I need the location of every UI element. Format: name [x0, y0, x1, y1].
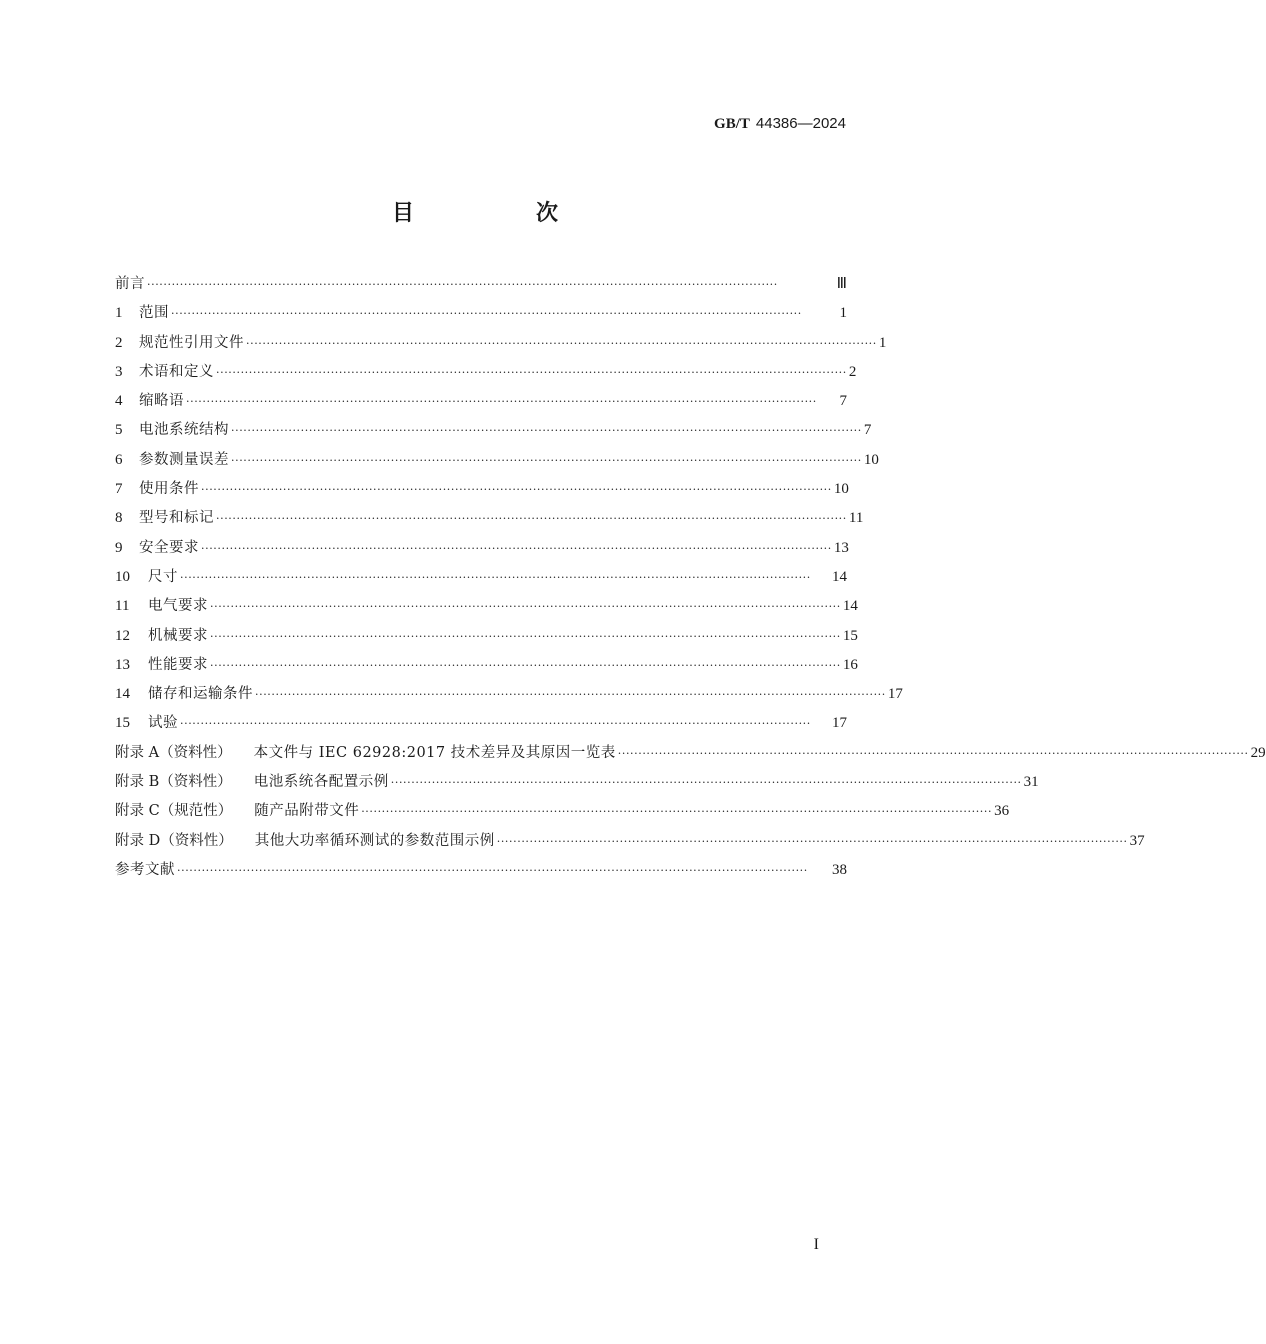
toc-entry-label: 随产品附带文件	[254, 803, 360, 820]
toc-entry-9[interactable]	[115, 538, 847, 567]
toc-entry-number: 11	[115, 598, 130, 615]
toc-annex-a[interactable]	[115, 743, 1266, 772]
toc-entry-page: Ⅲ	[836, 276, 847, 292]
toc-entry-13[interactable]	[115, 655, 858, 684]
toc-entry-number: 10	[115, 568, 130, 585]
toc-leader-dots: ··························································································································································	[210, 658, 841, 672]
standard-prefix: GB/T	[714, 116, 750, 132]
toc-entry-page: 15	[842, 627, 858, 644]
toc-entry-number: 12	[115, 627, 130, 644]
toc-leader-dots: ··························································································································································	[390, 776, 1022, 790]
toc-entry-number: 3	[115, 363, 123, 380]
toc-entry-bibliography[interactable]	[115, 860, 847, 889]
toc-entry-12[interactable]	[115, 626, 858, 655]
toc-entry-page: 7	[863, 422, 872, 439]
toc-entry-label: 试验	[148, 715, 178, 732]
toc-entry-number: 8	[115, 510, 123, 527]
toc-entry-page: 31	[1023, 774, 1039, 791]
toc-entry-label: 电池系统结构	[139, 422, 229, 439]
toc-leader-dots: ··························································································································································	[180, 570, 811, 584]
toc-entry-label: 规范性引用文件	[139, 334, 244, 351]
toc-entry-7[interactable]	[115, 479, 847, 508]
toc-entry-page: 10	[833, 481, 849, 498]
toc-entry-number: 13	[115, 656, 130, 673]
toc-annex-d[interactable]	[115, 831, 1145, 860]
toc-entry-5[interactable]	[115, 420, 872, 449]
toc-entry-label: 范围	[139, 305, 169, 322]
toc-entry-page: 10	[863, 451, 879, 468]
toc-annex-prefix: 附录 D（资料性）	[115, 832, 233, 849]
toc-entry-11[interactable]	[115, 596, 858, 625]
toc-entry-label: 性能要求	[148, 656, 208, 673]
toc-entry-number: 6	[115, 451, 123, 468]
toc-entry-number: 7	[115, 481, 123, 498]
toc-leader-dots: ··························································································································································	[171, 307, 802, 321]
toc-leader-dots: ··························································································································································	[177, 863, 808, 877]
toc-entry-page: 7	[839, 393, 847, 410]
toc-entry-2[interactable]	[115, 333, 887, 362]
toc-entry-label: 其他大功率循环测试的参数范围示例	[254, 832, 495, 849]
toc-entry-number: 15	[115, 715, 130, 732]
toc-entry-number: 1	[115, 305, 123, 322]
toc-leader-dots: ··························································································································································	[246, 336, 877, 350]
toc-leader-dots: ··························································································································································	[210, 629, 841, 643]
toc-leader-dots: ··························································································································································	[201, 483, 832, 497]
toc-entry-page: 1	[839, 305, 847, 322]
toc-entry-page: 14	[842, 598, 858, 615]
table-of-contents	[115, 274, 1266, 889]
toc-entry-number: 2	[115, 334, 123, 351]
page-title: 目 次	[391, 201, 608, 226]
toc-entry-1[interactable]	[115, 303, 847, 332]
toc-entry-page: 38	[832, 861, 847, 878]
toc-entry-page: 13	[833, 539, 849, 556]
toc-entry-14[interactable]	[115, 684, 903, 713]
toc-entry-page: 17	[887, 686, 903, 703]
toc-entry-label: 术语和定义	[139, 363, 214, 380]
toc-entry-15[interactable]	[115, 713, 847, 742]
toc-entry-foreword[interactable]	[115, 274, 847, 303]
toc-entry-number: 4	[115, 393, 123, 410]
toc-entry-label: 本文件与 IEC 62928:2017 技术差异及其原因一览表	[253, 744, 616, 761]
toc-leader-dots: ··························································································································································	[186, 395, 817, 409]
toc-annex-prefix: 附录 B（资料性）	[115, 774, 232, 791]
toc-entry-label: 电池系统各配置示例	[253, 774, 389, 791]
standard-code	[714, 114, 846, 133]
toc-annex-b[interactable]	[115, 772, 1039, 801]
toc-entry-label: 缩略语	[139, 393, 184, 410]
toc-entry-page: 11	[848, 510, 864, 527]
page-number: I	[813, 1236, 819, 1253]
toc-leader-dots: ··························································································································································	[201, 541, 832, 555]
toc-entry-label: 储存和运输条件	[148, 686, 253, 703]
toc-entry-number: 5	[115, 422, 123, 439]
standard-number: 44386—2024	[755, 115, 846, 132]
toc-leader-dots: ··························································································································································	[216, 365, 847, 379]
toc-entry-label: 参考文献	[115, 861, 175, 878]
toc-leader-dots: ··························································································································································	[496, 834, 1128, 848]
toc-entry-label: 电气要求	[148, 598, 208, 615]
toc-entry-page: 36	[994, 803, 1010, 820]
toc-leader-dots: ··························································································································································	[216, 512, 847, 526]
toc-entry-page: 29	[1250, 744, 1266, 761]
toc-entry-10[interactable]	[115, 567, 847, 596]
toc-entry-page: 1	[878, 334, 887, 351]
toc-entry-6[interactable]	[115, 450, 879, 479]
toc-entry-8[interactable]	[115, 508, 864, 537]
toc-entry-label: 型号和标记	[139, 510, 214, 527]
toc-leader-dots: ··························································································································································	[180, 717, 811, 731]
toc-entry-label: 参数测量误差	[139, 451, 229, 468]
toc-entry-label: 尺寸	[148, 568, 178, 585]
toc-leader-dots: ··························································································································································	[255, 688, 886, 702]
toc-leader-dots: ··························································································································································	[617, 746, 1249, 760]
toc-annex-prefix: 附录 A（资料性）	[115, 744, 232, 761]
toc-leader-dots: ··························································································································································	[231, 453, 862, 467]
toc-entry-label: 使用条件	[139, 481, 199, 498]
toc-entry-page: 17	[832, 715, 847, 732]
toc-leader-dots: ··························································································································································	[361, 805, 993, 819]
toc-entry-page: 37	[1129, 832, 1145, 849]
toc-entry-number: 9	[115, 539, 123, 556]
toc-entry-number: 14	[115, 686, 130, 703]
toc-annex-c[interactable]	[115, 801, 1010, 830]
toc-entry-3[interactable]	[115, 362, 857, 391]
toc-leader-dots: ··························································································································································	[231, 424, 862, 438]
toc-annex-prefix: 附录 C（规范性）	[115, 803, 233, 820]
toc-leader-dots: ··························································································································································	[147, 278, 778, 291]
toc-entry-label: 前言	[115, 276, 145, 292]
toc-leader-dots: ··························································································································································	[210, 600, 841, 614]
toc-entry-label: 安全要求	[139, 539, 199, 556]
toc-entry-4[interactable]	[115, 391, 847, 420]
toc-entry-page: 2	[848, 363, 857, 380]
toc-entry-page: 14	[832, 568, 847, 585]
toc-entry-page: 16	[842, 656, 858, 673]
toc-entry-label: 机械要求	[148, 627, 208, 644]
